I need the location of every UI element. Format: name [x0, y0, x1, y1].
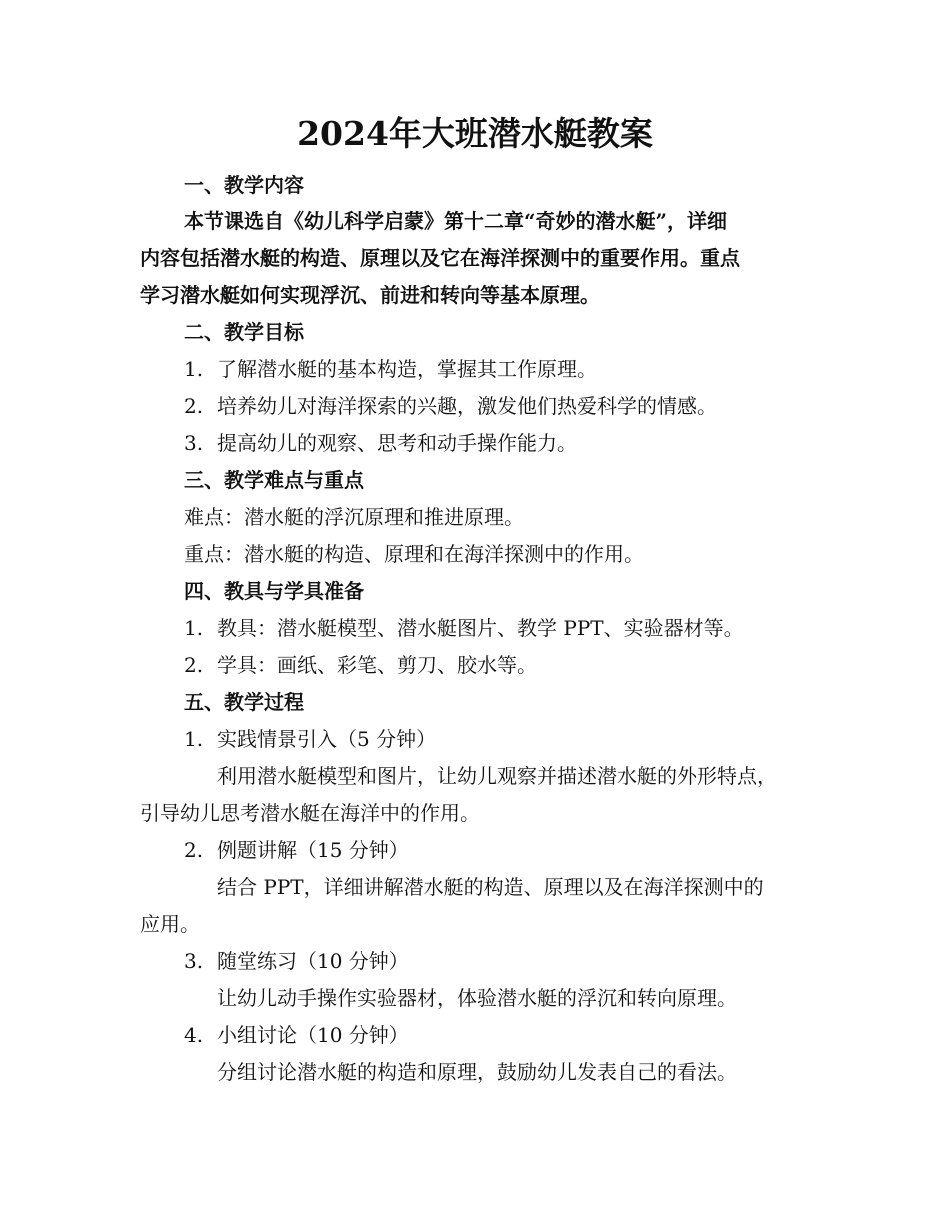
process-step-description-line-2: 应用。: [140, 912, 200, 936]
process-step-description-line-1: 分组讨论潜水艇的构造和原理，鼓励幼儿发表自己的看法。: [217, 1060, 737, 1084]
process-step-title: [184, 836, 409, 864]
goal-item-text: 了解潜水艇的基本构造，掌握其工作原理。: [217, 357, 597, 381]
document-title: 2024年大班潜水艇教案: [297, 114, 653, 153]
goal-item-text: 提高幼儿的观察、思考和动手操作能力。: [217, 431, 577, 455]
goal-item: [184, 355, 597, 383]
process-step-number: 2.: [184, 838, 204, 862]
section-3-heading: 三、教学难点与重点: [184, 468, 364, 492]
process-step-title-text: 例题讲解（15 分钟）: [217, 838, 409, 862]
process-step-description-line-1: 利用潜水艇模型和图片，让幼儿观察并描述潜水艇的外形特点，: [217, 764, 777, 788]
process-step-description-line-2: 引导幼儿思考潜水艇在海洋中的作用。: [140, 801, 480, 825]
key-point: 重点：潜水艇的构造、原理和在海洋探测中的作用。: [184, 542, 644, 566]
materials-item: [184, 614, 744, 642]
process-step-number: 4.: [184, 1023, 204, 1047]
process-step-title-text: 随堂练习（10 分钟）: [217, 949, 409, 973]
goal-item-number: 3.: [184, 431, 204, 455]
process-step-title: [184, 1021, 409, 1049]
section-5-heading: 五、教学过程: [184, 690, 304, 714]
materials-item: [184, 651, 537, 679]
section-1-paragraph-line-2: 内容包括潜水艇的构造、原理以及它在海洋探测中的重要作用。重点: [140, 246, 740, 270]
process-step-title: [184, 947, 409, 975]
process-step-title-text: 实践情景引入（5 分钟）: [217, 727, 437, 751]
goal-item: [184, 392, 717, 420]
process-step-title: [184, 725, 436, 753]
difficulty-point: 难点：潜水艇的浮沉原理和推进原理。: [184, 505, 524, 529]
materials-item-text: 教具：潜水艇模型、潜水艇图片、教学 PPT、实验器材等。: [217, 616, 744, 640]
section-4-heading: 四、教具与学具准备: [184, 579, 364, 603]
process-step-title-text: 小组讨论（10 分钟）: [217, 1023, 409, 1047]
section-1-paragraph-line-3: 学习潜水艇如何实现浮沉、前进和转向等基本原理。: [140, 283, 600, 307]
process-step-number: 3.: [184, 949, 204, 973]
materials-item-text: 学具：画纸、彩笔、剪刀、胶水等。: [217, 653, 537, 677]
section-1-paragraph-line-1: 本节课选自《幼儿科学启蒙》第十二章“奇妙的潜水艇”，详细: [184, 209, 728, 233]
goal-item: [184, 429, 577, 457]
section-1-heading: 一、教学内容: [184, 173, 304, 197]
process-step-description-line-1: 结合 PPT，详细讲解潜水艇的构造、原理以及在海洋探测中的: [217, 875, 764, 899]
section-2-heading: 二、教学目标: [184, 320, 304, 344]
materials-item-number: 2.: [184, 653, 204, 677]
goal-item-text: 培养幼儿对海洋探索的兴趣，激发他们热爱科学的情感。: [217, 394, 717, 418]
process-step-description-line-1: 让幼儿动手操作实验器材，体验潜水艇的浮沉和转向原理。: [217, 986, 737, 1010]
process-step-number: 1.: [184, 727, 204, 751]
goal-item-number: 1.: [184, 357, 204, 381]
goal-item-number: 2.: [184, 394, 204, 418]
materials-item-number: 1.: [184, 616, 204, 640]
